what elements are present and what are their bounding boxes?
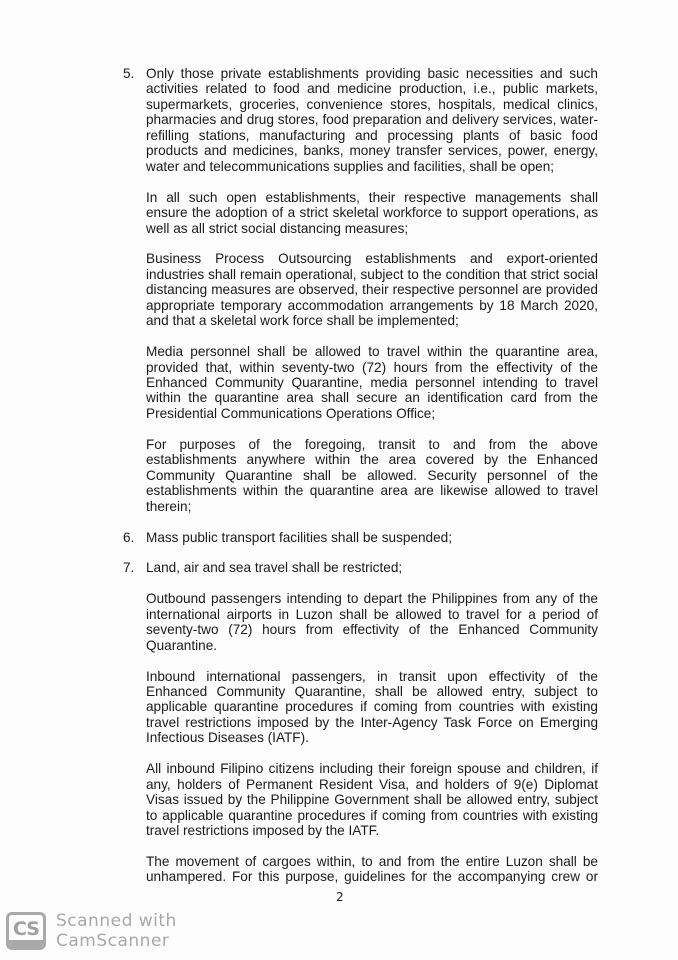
item-number: 7. xyxy=(123,560,135,576)
watermark-line-1: Scanned with xyxy=(56,911,177,931)
paragraph-cargo-movement: The movement of cargoes within, to and from the entire Luzon shall be unhampered. For this purpose, guidelines for the accompanying crew or xyxy=(146,853,598,885)
paragraph-text: Only those private establishments providing basic necessities and such activities related to food and medicine production, i.e., public markets, supermarkets, groceries, convenience stores, hospitals, medical clinics, pharmacies and drug stores, food preparation and delivery services, water-refilling stations, manufacturing and processing plants of basic food products and medicines, banks, money transfer services, power, energy, water and telecommunications supplies and facilities, shall be open; xyxy=(146,66,598,174)
logo-text: CS xyxy=(13,918,39,940)
paragraph-text: Mass public transport facilities shall be suspended; xyxy=(146,529,453,545)
list-item-6 xyxy=(123,529,598,545)
paragraph-media-personnel: Media personnel shall be allowed to travel within the quarantine area, provided that, within seventy-two (72) hours from the effectivity of the Enhanced Community Quarantine, media personnel intending to travel within the quarantine area shall secure an identification card from the Presidential Communications Operations Office; xyxy=(146,344,598,421)
paragraph-text: Land, air and sea travel shall be restricted; xyxy=(146,560,403,576)
paragraph-inbound-international: Inbound international passengers, in transit upon effectivity of the Enhanced Community Quarantine, shall be allowed entry, subject to applicable quarantine procedures if coming from countries with existing travel restrictions imposed by the Inter-Agency Task Force on Emerging Infectious Diseases (IATF). xyxy=(146,668,598,746)
page-number: 2 xyxy=(336,890,344,904)
paragraph-skeletal-workforce: In all such open establishments, their respective managements shall ensure the adoption of a strict skeletal workforce to support operations, as well as all strict social distancing measures; xyxy=(146,189,598,236)
item-number: 5. xyxy=(123,66,135,81)
document-body xyxy=(123,66,598,900)
list-item-5 xyxy=(123,66,598,174)
paragraph-transit: For purposes of the foregoing, transit to and from the above establishments anywhere within the area covered by the Enhanced Community Quarantine shall be allowed. Security personnel of the establishments within the quarantine area are likewise allowed to travel therein; xyxy=(146,436,598,514)
camscanner-watermark xyxy=(6,911,177,951)
paragraph-inbound-filipino: All inbound Filipino citizens including their foreign spouse and children, if any, holders of Permanent Resident Visa, and holders of 9(e) Diplomat Visas issued by the Philippine Government shall be allowed entry, subject to applicable quarantine procedures if coming from countries with existing travel restrictions imposed by the IATF. xyxy=(146,761,598,839)
paragraph-bpo: Business Process Outsourcing establishments and export-oriented industries shall remain operational, subject to the condition that strict social distancing measures are observed, their respective personnel are provided appropriate temporary accommodation arrangements by 18 March 2020, and that a skeletal work force shall be implemented; xyxy=(146,251,598,329)
paragraph-outbound-passengers: Outbound passengers intending to depart the Philippines from any of the international airports in Luzon shall be allowed to travel for a period of seventy-two (72) hours from effectivity of the Enhanced Community Quarantine. xyxy=(146,591,598,653)
watermark-line-2: CamScanner xyxy=(56,931,170,951)
item-number: 6. xyxy=(123,529,135,545)
logo-bar xyxy=(9,940,43,947)
watermark-text xyxy=(56,911,177,951)
list-item-7 xyxy=(123,560,598,576)
camscanner-logo-icon xyxy=(6,912,46,950)
